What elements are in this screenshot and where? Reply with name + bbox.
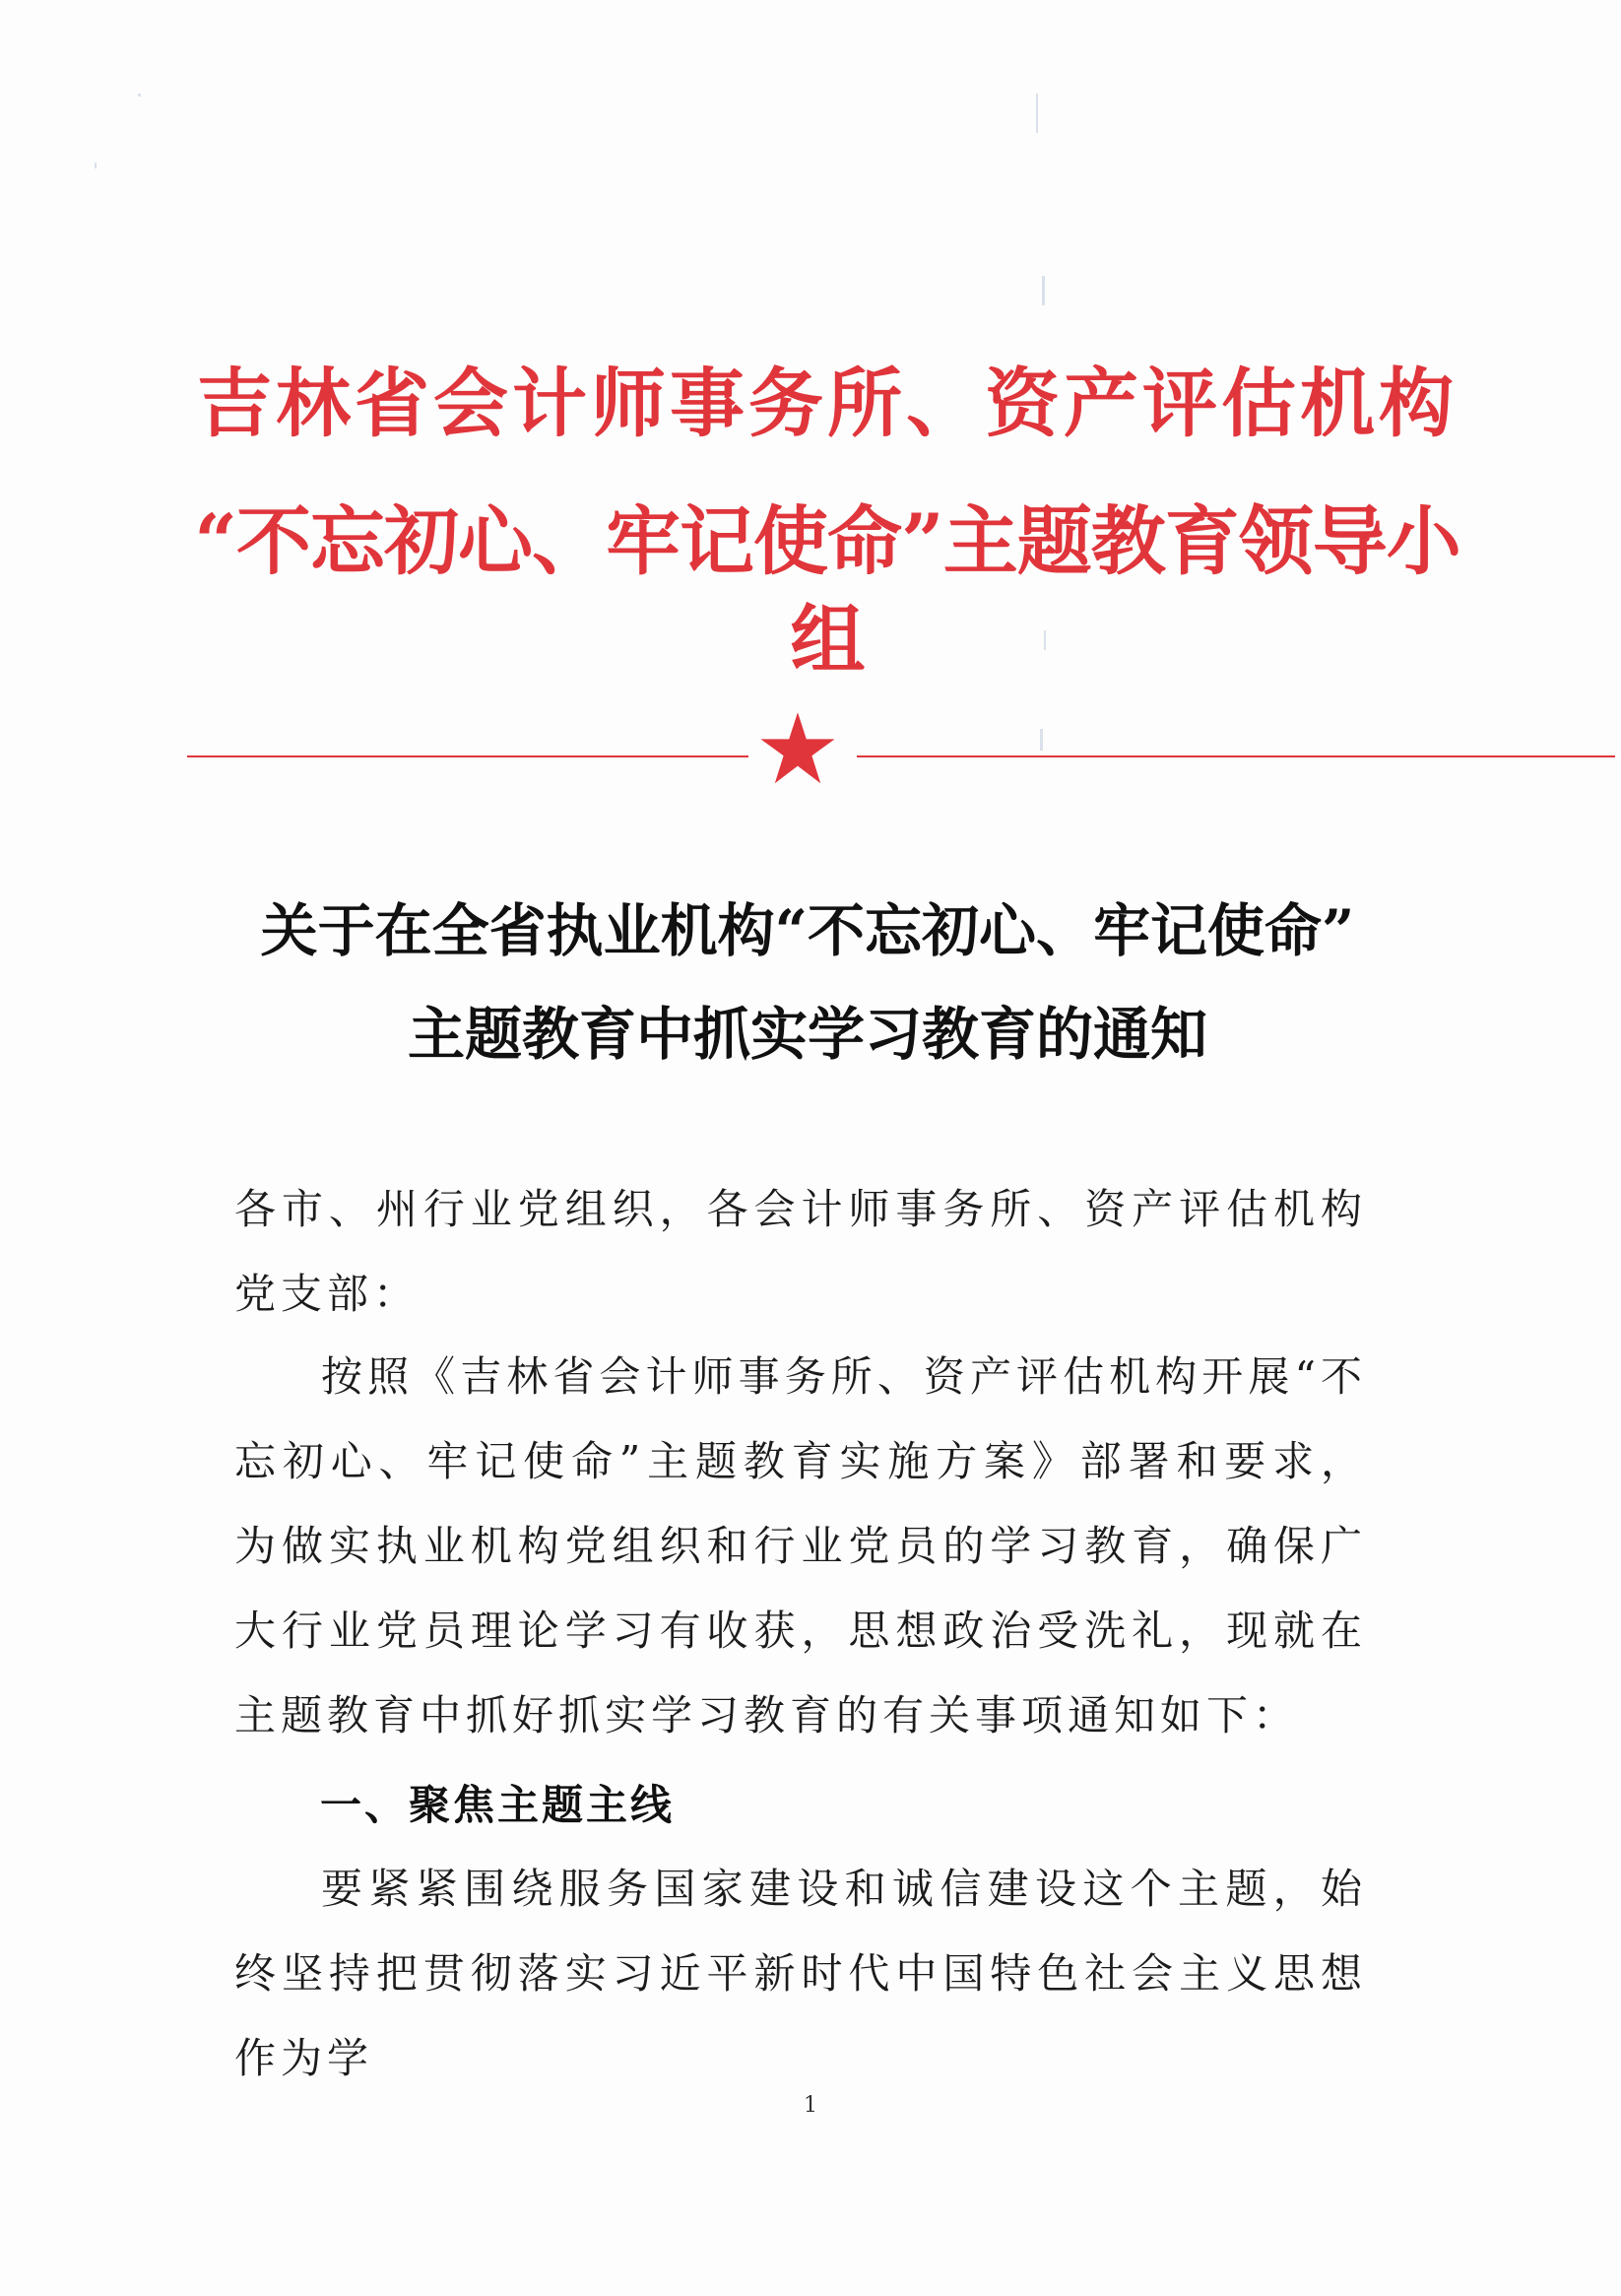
scan-speck [1042,276,1045,305]
divider-line-right [857,755,1615,757]
section-heading-1: 一、聚焦主题主线 [320,1781,676,1829]
scan-speck [138,94,141,97]
letterhead-divider [187,689,1428,768]
scan-speck [1036,94,1038,133]
salutation: 各市、州行业党组织，各会计师事务所、资产评估机构党支部： [234,1185,1367,1318]
star-icon [758,709,837,788]
body-paragraph-1: 按照《吉林省会计师事务所、资产评估机构开展“不忘初心、牢记使命”主题教育实施方案》部署和要求，为做实执业机构党组织和行业党员的学习教育，确保广大行业党员理论学习有收获，思想政治受洗礼，现就在主题教育中抓好抓实学习教育的有关事项通知如下： [234,1352,1367,1739]
body-paragraph-2: 要紧紧围绕服务国家建设和诚信建设这个主题，始终坚持把贯彻落实习近平新时代中国特色社会主义思想作为学 [234,1865,1367,2082]
letterhead-line-2: “不忘初心、牢记使命”主题教育领导小组 [194,497,1460,684]
scan-speck [95,163,97,168]
page-number: 1 [804,2093,817,2118]
divider-line-left [187,755,748,757]
letterhead-line-1: 吉林省会计师事务所、资产评估机构 [197,360,1458,447]
document-title-line-1: 关于在全省执业机构“不忘初心、牢记使命” [260,897,1355,964]
document-title-line-2: 主题教育中抓实学习教育的通知 [407,1001,1207,1068]
